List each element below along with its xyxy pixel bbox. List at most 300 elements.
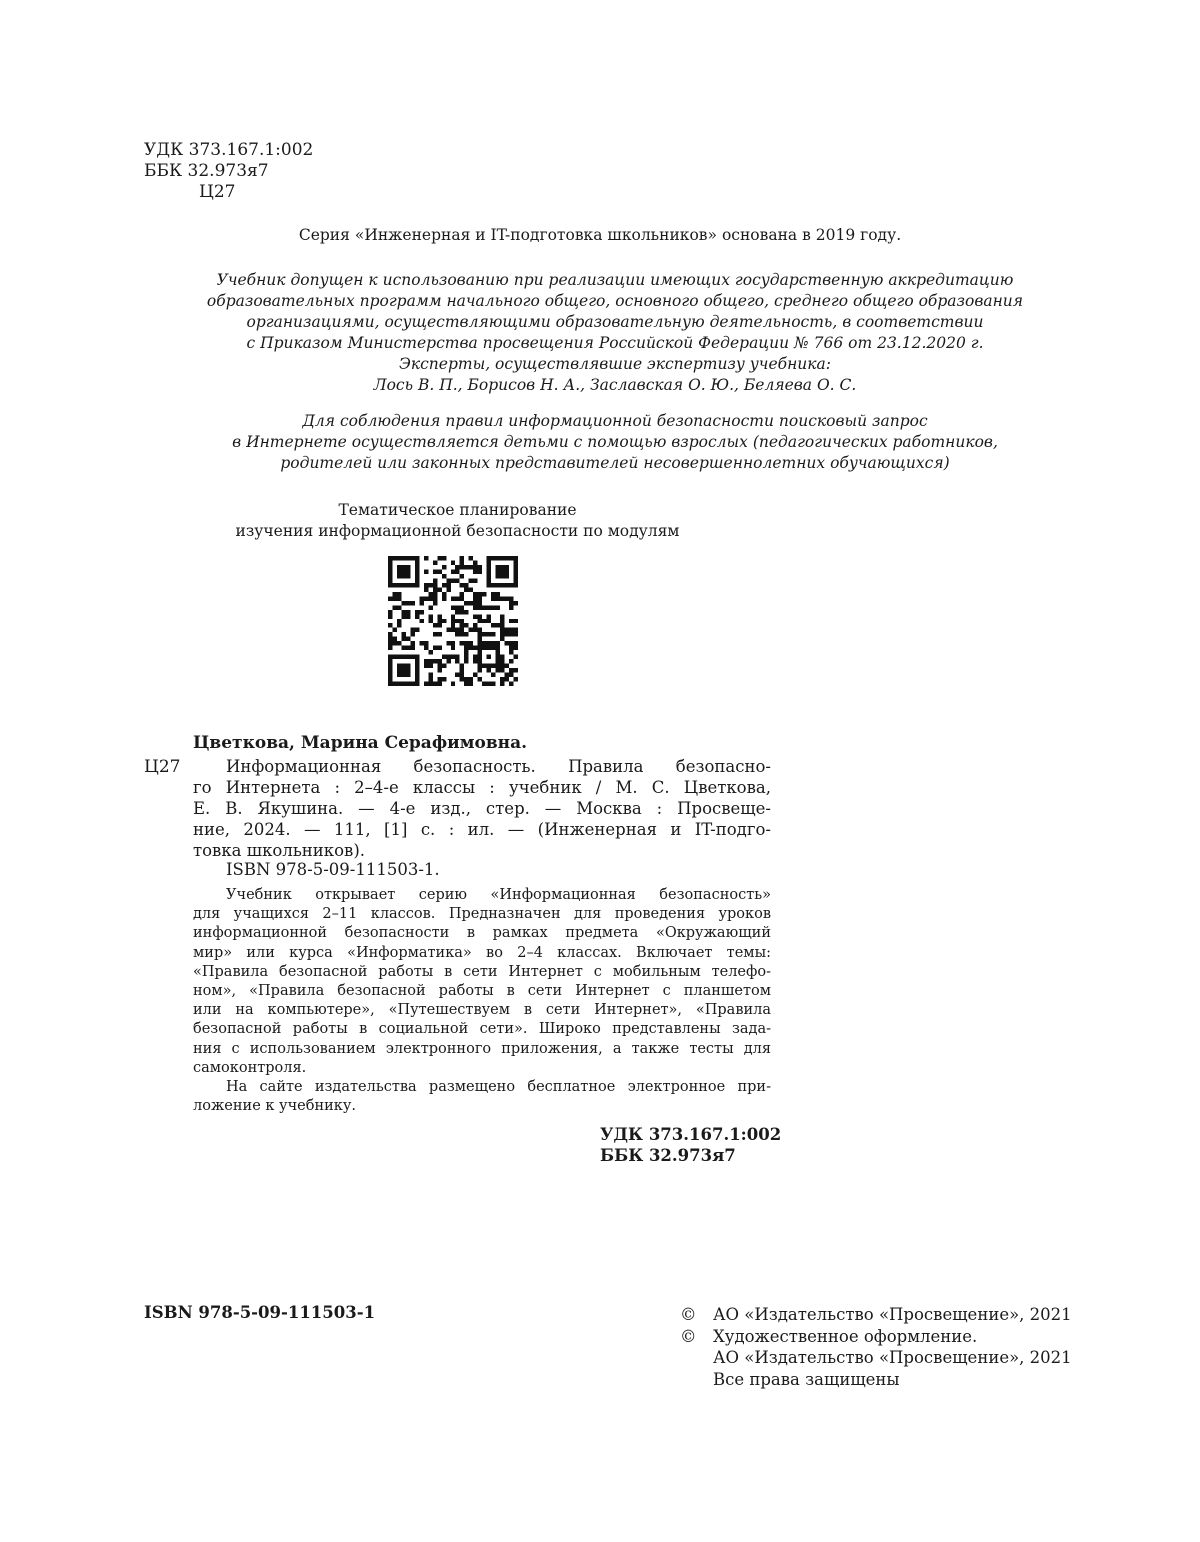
qr-module — [401, 664, 405, 668]
qr-module — [496, 565, 500, 569]
qr-module — [415, 574, 419, 578]
annotation-line: мир» или курса «Информатика» во 2–4 классах. Включает темы: — [193, 944, 771, 961]
qr-module — [446, 655, 450, 659]
qr-module — [433, 601, 437, 605]
qr-module — [415, 610, 419, 614]
qr-module — [509, 583, 513, 587]
qr-module — [478, 569, 482, 573]
qr-module — [428, 583, 432, 587]
qr-module — [388, 583, 392, 587]
qr-module — [514, 646, 518, 650]
qr-module — [509, 682, 513, 686]
qr-module — [487, 664, 491, 668]
qr-module — [410, 601, 414, 605]
qr-module — [401, 614, 405, 618]
qr-module — [460, 596, 464, 600]
qr-module — [451, 641, 455, 645]
qr-module — [464, 650, 468, 654]
qr-module — [460, 565, 464, 569]
qr-module — [500, 596, 504, 600]
qr-module — [505, 664, 509, 668]
qr-module — [487, 641, 491, 645]
qr-module — [415, 583, 419, 587]
qr-module — [442, 574, 446, 578]
qr-module — [424, 596, 428, 600]
qr-module — [509, 619, 513, 623]
qr-module — [469, 601, 473, 605]
isbn-entry: ISBN 978-5-09-111503-1. — [226, 860, 440, 879]
qr-module — [406, 682, 410, 686]
qr-module — [469, 628, 473, 632]
qr-module — [464, 565, 468, 569]
qr-module — [410, 632, 414, 636]
qr-module — [487, 560, 491, 564]
qr-module — [514, 578, 518, 582]
qr-module — [397, 583, 401, 587]
qr-module — [406, 637, 410, 641]
safety-line: родителей или законных представителей несовершеннолетних обучающихся) — [280, 454, 950, 472]
qr-module — [487, 619, 491, 623]
qr-module — [424, 682, 428, 686]
qr-module — [500, 569, 504, 573]
qr-module — [464, 587, 468, 591]
bbk-code: ББК 32.973я7 — [600, 1146, 736, 1165]
qr-module — [482, 641, 486, 645]
qr-module — [433, 623, 437, 627]
qr-module — [509, 628, 513, 632]
qr-module — [433, 587, 437, 591]
qr-module — [388, 614, 392, 618]
qr-module — [491, 596, 495, 600]
qr-module — [388, 664, 392, 668]
qr-module — [401, 574, 405, 578]
qr-module — [419, 641, 423, 645]
qr-module — [514, 565, 518, 569]
qr-module — [500, 637, 504, 641]
annotation-line: или на компьютере», «Путешествуем в сети Интернет», «Правила — [193, 1002, 771, 1019]
copyright-line: © АО «Издательство «Просвещение», 2021 — [680, 1305, 1072, 1324]
qr-module — [478, 668, 482, 672]
qr-module — [500, 655, 504, 659]
qr-module — [437, 664, 441, 668]
qr-module — [401, 637, 405, 641]
qr-module — [397, 655, 401, 659]
annotation-line: ния с использованием электронного приложения, а также тесты для — [193, 1040, 771, 1057]
qr-module — [460, 592, 464, 596]
qr-module — [410, 583, 414, 587]
qr-module — [446, 628, 450, 632]
qr-module — [437, 556, 441, 560]
qr-module — [406, 574, 410, 578]
planning-caption-line: Тематическое планирование — [338, 501, 577, 519]
qr-module — [397, 668, 401, 672]
qr-module — [437, 619, 441, 623]
qr-module — [451, 619, 455, 623]
qr-module — [392, 596, 396, 600]
qr-module — [424, 569, 428, 573]
qr-module — [491, 632, 495, 636]
qr-module — [401, 565, 405, 569]
qr-module — [460, 664, 464, 668]
qr-module — [460, 605, 464, 609]
qr-module — [514, 556, 518, 560]
qr-module — [406, 655, 410, 659]
qr-module — [415, 569, 419, 573]
qr-module — [464, 655, 468, 659]
qr-module — [514, 641, 518, 645]
qr-module — [487, 614, 491, 618]
qr-module — [401, 569, 405, 573]
qr-module — [464, 646, 468, 650]
qr-module — [469, 587, 473, 591]
qr-module — [388, 632, 392, 636]
qr-module — [388, 596, 392, 600]
qr-module — [437, 682, 441, 686]
qr-module — [451, 655, 455, 659]
qr-module — [478, 637, 482, 641]
qr-module — [401, 632, 405, 636]
qr-module — [496, 569, 500, 573]
qr-module — [500, 565, 504, 569]
qr-module — [392, 605, 396, 609]
qr-module — [496, 655, 500, 659]
qr-module — [487, 646, 491, 650]
qr-module — [401, 646, 405, 650]
annotation-line: безопасной работы в социальной сети». Широко представлены зада- — [193, 1021, 771, 1038]
qr-module — [460, 556, 464, 560]
qr-module — [424, 587, 428, 591]
qr-module — [406, 610, 410, 614]
qr-module — [487, 569, 491, 573]
qr-module — [424, 556, 428, 560]
qr-module — [419, 596, 423, 600]
qr-module — [433, 560, 437, 564]
qr-module — [473, 655, 477, 659]
qr-module — [478, 601, 482, 605]
qr-module — [428, 677, 432, 681]
qr-module — [487, 668, 491, 672]
qr-module — [514, 574, 518, 578]
qr-module — [392, 655, 396, 659]
qr-module — [478, 650, 482, 654]
qr-module — [478, 596, 482, 600]
qr-module — [446, 641, 450, 645]
qr-module — [415, 655, 419, 659]
qr-module — [505, 574, 509, 578]
qr-module — [491, 646, 495, 650]
qr-module — [388, 637, 392, 641]
qr-module — [397, 574, 401, 578]
qr-module — [424, 646, 428, 650]
planning-caption — [0, 500, 915, 542]
qr-module — [473, 659, 477, 663]
qr-module — [514, 601, 518, 605]
qr-module — [505, 673, 509, 677]
qr-module — [473, 592, 477, 596]
qr-module — [397, 596, 401, 600]
qr-module — [505, 677, 509, 681]
qr-module — [415, 682, 419, 686]
qr-module — [397, 682, 401, 686]
bibliographic-description — [193, 756, 771, 861]
qr-module — [388, 569, 392, 573]
series-note: Серия «Инженерная и IT-подготовка школьников» основана в 2019 году. — [298, 226, 902, 244]
qr-module — [428, 659, 432, 663]
qr-module — [428, 596, 432, 600]
qr-module — [455, 659, 459, 663]
qr-module — [473, 628, 477, 632]
qr-module — [478, 659, 482, 663]
qr-module — [397, 605, 401, 609]
qr-module — [473, 614, 477, 618]
qr-module — [419, 619, 423, 623]
qr-module — [397, 641, 401, 645]
qr-module — [392, 628, 396, 632]
copyright-icon: © — [680, 1326, 697, 1346]
qr-module — [460, 623, 464, 627]
qr-module — [433, 646, 437, 650]
approval-line: Учебник допущен к использованию при реализации имеющих государственную аккредитацию — [216, 271, 1014, 289]
approval-line: Эксперты, осуществлявшие экспертизу учебника: — [399, 355, 831, 373]
qr-module — [455, 655, 459, 659]
qr-module — [455, 619, 459, 623]
qr-module — [392, 556, 396, 560]
qr-module — [509, 605, 513, 609]
qr-module — [433, 569, 437, 573]
qr-module — [388, 682, 392, 686]
qr-module — [392, 637, 396, 641]
qr-module — [397, 592, 401, 596]
safety-line: в Интернете осуществляется детьми с помощью взрослых (педагогических работников, — [232, 433, 998, 451]
qr-module — [514, 583, 518, 587]
qr-module — [482, 646, 486, 650]
qr-module — [446, 659, 450, 663]
qr-module — [509, 556, 513, 560]
qr-module — [419, 601, 423, 605]
qr-module — [478, 646, 482, 650]
qr-module — [505, 628, 509, 632]
qr-module — [509, 650, 513, 654]
qr-module — [509, 668, 513, 672]
qr-module — [410, 641, 414, 645]
qr-module — [514, 632, 518, 636]
qr-module — [464, 623, 468, 627]
bib-line: ние, 2024. — 111, [1] с. : ил. — (Инженерная и IT-подго- — [193, 820, 771, 839]
qr-module — [482, 682, 486, 686]
qr-module — [424, 664, 428, 668]
qr-module — [500, 632, 504, 636]
qr-module — [401, 610, 405, 614]
qr-module — [442, 565, 446, 569]
udk-code: УДК 373.167.1:002 — [144, 140, 314, 160]
qr-module — [473, 578, 477, 582]
qr-module — [433, 682, 437, 686]
qr-module — [473, 565, 477, 569]
approval-line: Лось В. П., Борисов Н. А., Заславская О. Ю., Беляева О. С. — [373, 376, 857, 394]
qr-module — [455, 605, 459, 609]
qr-module — [505, 641, 509, 645]
qr-module — [397, 619, 401, 623]
bbk-code: ББК 32.973я7 — [144, 161, 269, 181]
udk-code: УДК 373.167.1:002 — [600, 1125, 782, 1144]
approval-line: организациями, осуществляющими образовательную деятельность, в соответствии — [246, 313, 984, 331]
qr-module — [406, 673, 410, 677]
qr-module — [401, 583, 405, 587]
qr-module — [451, 628, 455, 632]
qr-module — [487, 578, 491, 582]
qr-module — [406, 664, 410, 668]
qr-module — [478, 605, 482, 609]
qr-module — [451, 623, 455, 627]
qr-module — [464, 601, 468, 605]
qr-module — [410, 655, 414, 659]
qr-module — [442, 664, 446, 668]
qr-module — [433, 596, 437, 600]
approval-line: с Приказом Министерства просвещения Российской Федерации № 766 от 23.12.2020 г. — [246, 334, 984, 352]
qr-module — [505, 556, 509, 560]
qr-module — [415, 673, 419, 677]
qr-module — [406, 556, 410, 560]
qr-module — [428, 673, 432, 677]
qr-module — [428, 614, 432, 618]
qr-module — [491, 673, 495, 677]
qr-module — [455, 673, 459, 677]
qr-module — [388, 641, 392, 645]
qr-module — [397, 569, 401, 573]
qr-module — [406, 601, 410, 605]
qr-module — [496, 623, 500, 627]
qr-module — [388, 556, 392, 560]
qr-module — [509, 659, 513, 663]
copyright-icon: © — [680, 1305, 697, 1324]
qr-module — [491, 623, 495, 627]
cutter-code: Ц27 — [199, 182, 236, 202]
qr-module — [451, 646, 455, 650]
qr-module — [482, 592, 486, 596]
safety-note — [0, 411, 1200, 474]
qr-module — [460, 632, 464, 636]
qr-module — [473, 569, 477, 573]
qr-module — [437, 668, 441, 672]
approval-note — [0, 270, 1200, 396]
qr-module — [401, 668, 405, 672]
qr-module — [388, 578, 392, 582]
qr-module — [514, 668, 518, 672]
qr-module — [451, 614, 455, 618]
qr-module — [428, 664, 432, 668]
qr-code-image — [388, 556, 518, 686]
qr-module — [424, 641, 428, 645]
cutter-code-left: Ц27 — [144, 757, 181, 777]
qr-module — [442, 619, 446, 623]
qr-module — [442, 596, 446, 600]
qr-module — [491, 592, 495, 596]
qr-module — [428, 650, 432, 654]
qr-module — [397, 664, 401, 668]
qr-module — [406, 614, 410, 618]
qr-module — [509, 601, 513, 605]
qr-module — [388, 659, 392, 663]
qr-module — [415, 614, 419, 618]
qr-module — [455, 632, 459, 636]
qr-module — [482, 664, 486, 668]
qr-module — [491, 556, 495, 560]
annotation-line: Учебник открывает серию «Информационная безопасность» — [226, 887, 771, 903]
qr-module — [514, 628, 518, 632]
qr-module — [433, 592, 437, 596]
qr-module — [514, 619, 518, 623]
qr-module — [415, 560, 419, 564]
qr-module — [482, 605, 486, 609]
qr-module — [437, 587, 441, 591]
qr-module — [446, 583, 450, 587]
qr-module — [388, 673, 392, 677]
qr-module — [491, 583, 495, 587]
qr-module — [500, 664, 504, 668]
qr-module — [433, 632, 437, 636]
qr-module — [392, 682, 396, 686]
qr-module — [410, 628, 414, 632]
qr-module — [482, 619, 486, 623]
qr-module — [487, 655, 491, 659]
qr-module — [473, 601, 477, 605]
qr-module — [442, 583, 446, 587]
qr-module — [473, 560, 477, 564]
planning-caption-line: изучения информационной безопасности по модулям — [235, 522, 680, 540]
qr-module — [500, 623, 504, 627]
qr-module — [428, 619, 432, 623]
qr-code[interactable] — [388, 556, 518, 686]
qr-module — [509, 641, 513, 645]
qr-module — [460, 628, 464, 632]
annotation — [193, 886, 771, 1116]
qr-module — [455, 628, 459, 632]
qr-module — [455, 569, 459, 573]
qr-module — [496, 646, 500, 650]
qr-module — [514, 569, 518, 573]
qr-module — [451, 596, 455, 600]
qr-module — [406, 668, 410, 672]
qr-module — [473, 646, 477, 650]
qr-module — [451, 682, 455, 686]
qr-module — [437, 614, 441, 618]
qr-module — [415, 664, 419, 668]
qr-module — [464, 632, 468, 636]
safety-line: Для соблюдения правил информационной безопасности поисковый запрос — [302, 412, 928, 430]
qr-module — [397, 673, 401, 677]
qr-module — [500, 614, 504, 618]
qr-module — [487, 565, 491, 569]
qr-module — [410, 682, 414, 686]
qr-module — [460, 619, 464, 623]
qr-module — [428, 682, 432, 686]
qr-module — [451, 560, 455, 564]
annotation-line: На сайте издательства размещено бесплатное электронное при- — [226, 1078, 771, 1095]
qr-module — [406, 569, 410, 573]
qr-module — [514, 655, 518, 659]
qr-module — [397, 623, 401, 627]
qr-module — [509, 596, 513, 600]
qr-module — [388, 565, 392, 569]
qr-module — [442, 655, 446, 659]
qr-module — [415, 659, 419, 663]
qr-module — [487, 556, 491, 560]
qr-module — [460, 560, 464, 564]
qr-module — [392, 583, 396, 587]
qr-module — [410, 556, 414, 560]
qr-module — [469, 646, 473, 650]
qr-module — [464, 583, 468, 587]
